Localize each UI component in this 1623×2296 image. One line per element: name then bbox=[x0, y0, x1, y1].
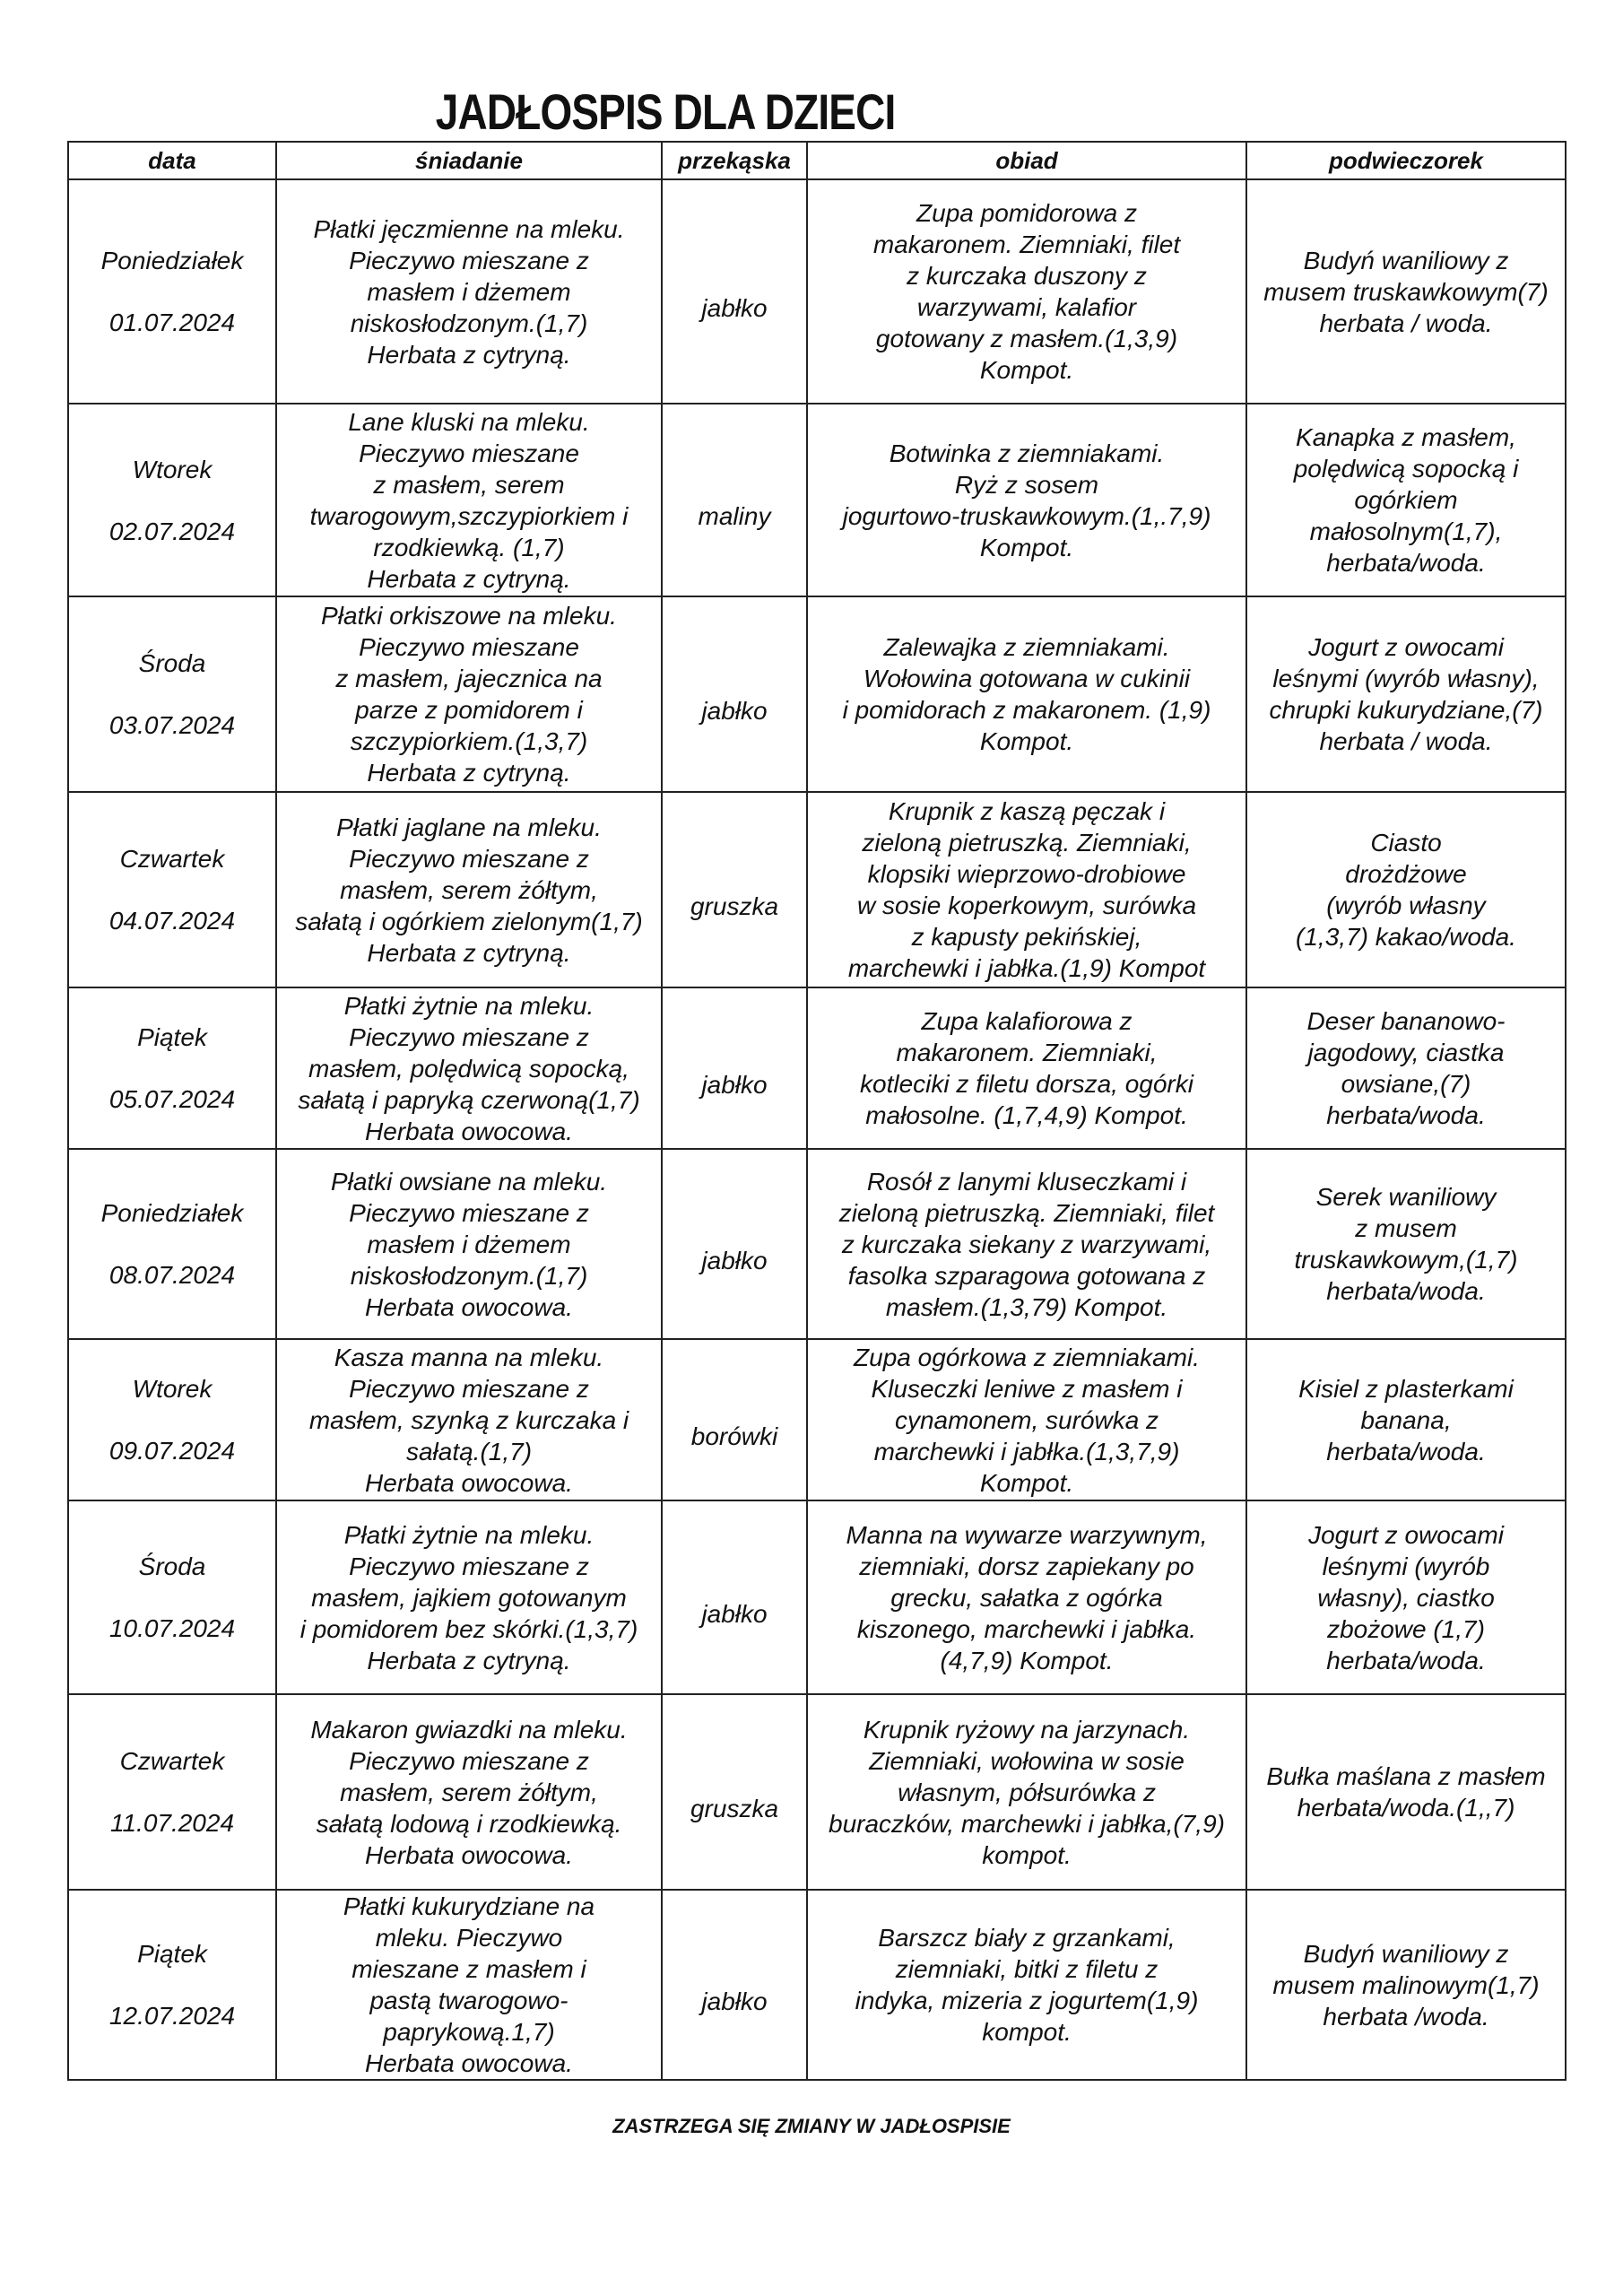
day-name: Piątek bbox=[137, 1023, 207, 1051]
day-date: 04.07.2024 bbox=[108, 907, 236, 935]
day-name: Poniedziałek bbox=[100, 1199, 244, 1227]
snack-cell bbox=[662, 1339, 807, 1500]
breakfast-cell bbox=[276, 596, 662, 792]
header-lunch: obiad bbox=[807, 142, 1246, 179]
snack-cell-text: gruszka bbox=[690, 1794, 779, 1822]
breakfast-cell-text: Płatki żytnie na mleku. Pieczywo mieszane z masłem, jajkiem gotowanym i pomidorem bez skórki.(1,3,7) Herbata z cytryną. bbox=[299, 1520, 638, 1674]
breakfast-cell-text: Płatki kukurydziane na mleku. Pieczywo mieszane z masłem i pastą twarogowo- paprykową.1,7) Herbata owocowa. bbox=[343, 1892, 595, 2077]
day-cell bbox=[68, 1890, 276, 2080]
lunch-cell bbox=[807, 792, 1246, 987]
day-cell bbox=[68, 1149, 276, 1339]
snack-cell-text: jabłko bbox=[701, 696, 768, 725]
snack-cell-text: maliny bbox=[698, 502, 771, 530]
snack-cell bbox=[662, 1149, 807, 1339]
breakfast-cell bbox=[276, 404, 662, 596]
lunch-cell-text: Rosół z lanymi kluseczkami i zieloną pietruszką. Ziemniaki, filet z kurczaka siekany z warzywami, fasolka szparagowa gotowana z masłem.(1,3,79) Kompot. bbox=[838, 1167, 1215, 1321]
lunch-cell-text: Zalewajka z ziemniakami. Wołowina gotowana w cukinii i pomidorach z makaronem. (1,9) Kompot. bbox=[842, 633, 1211, 755]
breakfast-cell-text: Płatki żytnie na mleku. Pieczywo mieszane z masłem, polędwicą sopocką, sałatą i papryką czerwoną(1,7) Herbata owocowa. bbox=[298, 991, 640, 1145]
day-name: Wtorek bbox=[132, 455, 213, 483]
snack-cell bbox=[662, 987, 807, 1149]
snack-cell bbox=[662, 179, 807, 404]
menu-body bbox=[68, 179, 1566, 2080]
afternoon-cell-text: Budyń waniliowy z musem truskawkowym(7) herbata / woda. bbox=[1263, 246, 1549, 337]
day-date: 02.07.2024 bbox=[108, 517, 236, 545]
breakfast-cell-text: Makaron gwiazdki na mleku. Pieczywo mieszane z masłem, serem żółtym, sałatą lodową i rzodkiewką. Herbata owocowa. bbox=[310, 1715, 628, 1869]
table-row bbox=[68, 1500, 1566, 1694]
table-row bbox=[68, 1694, 1566, 1890]
day-name: Czwartek bbox=[119, 845, 225, 873]
day-cell bbox=[68, 179, 276, 404]
afternoon-cell-text: Kisiel z plasterkami banana, herbata/woda. bbox=[1298, 1374, 1514, 1465]
snack-cell-text: jabłko bbox=[701, 1599, 768, 1628]
lunch-cell bbox=[807, 596, 1246, 792]
day-cell bbox=[68, 987, 276, 1149]
lunch-cell bbox=[807, 1339, 1246, 1500]
snack-cell bbox=[662, 404, 807, 596]
table-row bbox=[68, 792, 1566, 987]
day-name: Środa bbox=[138, 1552, 206, 1580]
table-row bbox=[68, 1149, 1566, 1339]
afternoon-cell bbox=[1246, 1890, 1566, 2080]
breakfast-cell bbox=[276, 987, 662, 1149]
lunch-cell bbox=[807, 404, 1246, 596]
afternoon-cell-text: Budyń waniliowy z musem malinowym(1,7) herbata /woda. bbox=[1272, 1939, 1540, 2031]
day-cell bbox=[68, 596, 276, 792]
snack-cell bbox=[662, 792, 807, 987]
breakfast-cell-text: Płatki jaglane na mleku. Pieczywo mieszane z masłem, serem żółtym, sałatą i ogórkiem zielonym(1,7) Herbata z cytryną. bbox=[295, 813, 643, 967]
menu-table bbox=[67, 141, 1567, 2081]
lunch-cell-text: Barszcz biały z grzankami, ziemniaki, bitki z filetu z indyka, mizeria z jogurtem(1,9) kompot. bbox=[855, 1924, 1199, 2046]
lunch-cell-text: Krupnik z kaszą pęczak i zieloną pietruszką. Ziemniaki, klopsiki wieprzowo-drobiowe w sosie koperkowym, surówka z kapusty pekińskiej, marchewki i jabłka.(1,9) Kompot bbox=[847, 797, 1206, 982]
table-row bbox=[68, 179, 1566, 404]
day-date: 11.07.2024 bbox=[109, 1809, 235, 1837]
day-name: Środa bbox=[138, 649, 206, 677]
day-name: Wtorek bbox=[132, 1375, 213, 1403]
day-name: Czwartek bbox=[119, 1747, 225, 1775]
snack-cell-text: gruszka bbox=[690, 891, 779, 920]
day-date: 09.07.2024 bbox=[108, 1437, 236, 1465]
breakfast-cell bbox=[276, 1149, 662, 1339]
day-date: 12.07.2024 bbox=[108, 2002, 236, 2030]
lunch-cell-text: Krupnik ryżowy na jarzynach. Ziemniaki, wołowina w sosie własnym, półsurówka z buraczków, marchewki i jabłka,(7,9) kompot. bbox=[829, 1715, 1225, 1869]
day-date: 08.07.2024 bbox=[108, 1261, 236, 1289]
day-cell bbox=[68, 792, 276, 987]
day-cell bbox=[68, 1694, 276, 1890]
lunch-cell bbox=[807, 1694, 1246, 1890]
afternoon-cell bbox=[1246, 179, 1566, 404]
table-row bbox=[68, 1339, 1566, 1500]
afternoon-cell bbox=[1246, 987, 1566, 1149]
afternoon-cell-text: Jogurt z owocami leśnymi (wyrób własny), chrupki kukurydziane,(7) herbata / woda. bbox=[1269, 633, 1543, 755]
breakfast-cell-text: Płatki orkiszowe na mleku. Pieczywo mieszane z masłem, jajecznica na parze z pomidorem i szczypiorkiem.(1,3,7) Herbata z cytryną. bbox=[321, 602, 617, 787]
snack-cell bbox=[662, 1500, 807, 1694]
day-date: 05.07.2024 bbox=[108, 1085, 236, 1113]
lunch-cell bbox=[807, 1149, 1246, 1339]
lunch-cell-text: Zupa ogórkowa z ziemniakami. Kluseczki leniwe z masłem i cynamonem, surówka z marchewki i jabłka.(1,3,7,9) Kompot. bbox=[854, 1343, 1200, 1497]
breakfast-cell bbox=[276, 1500, 662, 1694]
afternoon-cell bbox=[1246, 1149, 1566, 1339]
table-row bbox=[68, 596, 1566, 792]
afternoon-cell-text: Ciasto drożdżowe (wyrób własny (1,3,7) kakao/woda. bbox=[1296, 829, 1516, 951]
day-name: Piątek bbox=[137, 1940, 207, 1968]
lunch-cell bbox=[807, 987, 1246, 1149]
header-snack: przekąska bbox=[662, 142, 807, 179]
table-row bbox=[68, 1890, 1566, 2080]
lunch-cell-text: Zupa kalafiorowa z makaronem. Ziemniaki, kotleciki z filetu dorsza, ogórki małosolne. (1,7,4,9) Kompot. bbox=[860, 1007, 1193, 1129]
snack-cell bbox=[662, 1694, 807, 1890]
lunch-cell bbox=[807, 179, 1246, 404]
afternoon-cell bbox=[1246, 404, 1566, 596]
breakfast-cell-text: Lane kluski na mleku. Pieczywo mieszane z masłem, serem twarogowym,szczypiorkiem i rzodkiewką. (1,7) Herbata z cytryną. bbox=[309, 407, 629, 593]
snack-cell-text: jabłko bbox=[701, 1246, 768, 1274]
footer-note: ZASTRZEGA SIĘ ZMIANY W JADŁOSPISIE bbox=[612, 2115, 1011, 2137]
afternoon-cell-text: Bułka maślana z masłem herbata/woda.(1,,7) bbox=[1266, 1762, 1546, 1822]
breakfast-cell bbox=[276, 1694, 662, 1890]
menu-title: JADŁOSPIS DLA DZIECI bbox=[435, 83, 896, 140]
breakfast-cell-text: Płatki jęczmienne na mleku. Pieczywo mieszane z masłem i dżemem niskosłodzonym.(1,7) Herbata z cytryną. bbox=[313, 214, 625, 369]
afternoon-cell-text: Deser bananowo- jagodowy, ciastka owsiane,(7) herbata/woda. bbox=[1306, 1007, 1506, 1129]
header-breakfast: śniadanie bbox=[276, 142, 662, 179]
lunch-cell bbox=[807, 1500, 1246, 1694]
afternoon-cell bbox=[1246, 1500, 1566, 1694]
day-date: 01.07.2024 bbox=[108, 309, 236, 336]
snack-cell-text: jabłko bbox=[701, 1070, 768, 1099]
lunch-cell-text: Zupa pomidorowa z makaronem. Ziemniaki, filet z kurczaka duszony z warzywami, kalafior gotowany z masłem.(1,3,9) Kompot. bbox=[872, 199, 1181, 384]
afternoon-cell-text: Serek waniliowy z musem truskawkowym,(1,7) herbata/woda. bbox=[1294, 1183, 1518, 1305]
snack-cell-text: jabłko bbox=[701, 293, 768, 322]
breakfast-cell bbox=[276, 1339, 662, 1500]
afternoon-cell-text: Kanapka z masłem, polędwicą sopocką i ogórkiem małosolnym(1,7), herbata/woda. bbox=[1293, 423, 1519, 577]
breakfast-cell bbox=[276, 1890, 662, 2080]
breakfast-cell-text: Płatki owsiane na mleku. Pieczywo mieszane z masłem i dżemem niskosłodzonym.(1,7) Herbata owocowa. bbox=[330, 1167, 608, 1321]
day-cell bbox=[68, 404, 276, 596]
header-afternoon: podwieczorek bbox=[1246, 142, 1566, 179]
table-row bbox=[68, 987, 1566, 1149]
day-date: 03.07.2024 bbox=[108, 711, 236, 739]
day-cell bbox=[68, 1500, 276, 1694]
table-row bbox=[68, 404, 1566, 596]
day-name: Poniedziałek bbox=[100, 247, 244, 274]
afternoon-cell bbox=[1246, 1339, 1566, 1500]
lunch-cell-text: Botwinka z ziemniakami. Ryż z sosem jogurtowo-truskawkowym.(1,.7,9) Kompot. bbox=[842, 439, 1211, 561]
breakfast-cell-text: Kasza manna na mleku. Pieczywo mieszane z masłem, szynką z kurczaka i sałatą.(1,7) Herbata owocowa. bbox=[308, 1343, 629, 1497]
lunch-cell-text: Manna na wywarze warzywnym, ziemniaki, dorsz zapiekany po grecku, sałatka z ogórka kiszonego, marchewki i jabłka. (4,7,9) Kompot. bbox=[846, 1520, 1208, 1674]
day-date: 10.07.2024 bbox=[108, 1614, 236, 1642]
snack-cell bbox=[662, 1890, 807, 2080]
snack-cell-text: jabłko bbox=[701, 1987, 768, 2015]
lunch-cell bbox=[807, 1890, 1246, 2080]
afternoon-cell bbox=[1246, 596, 1566, 792]
afternoon-cell bbox=[1246, 792, 1566, 987]
afternoon-cell-text: Jogurt z owocami leśnymi (wyrób własny), ciastko zbożowe (1,7) herbata/woda. bbox=[1308, 1520, 1504, 1674]
header-row bbox=[68, 142, 1566, 179]
page-title bbox=[0, 83, 1331, 141]
afternoon-cell bbox=[1246, 1694, 1566, 1890]
header-date: data bbox=[68, 142, 276, 179]
breakfast-cell bbox=[276, 179, 662, 404]
breakfast-cell bbox=[276, 792, 662, 987]
day-cell bbox=[68, 1339, 276, 1500]
snack-cell-text: borówki bbox=[690, 1422, 778, 1450]
snack-cell bbox=[662, 596, 807, 792]
